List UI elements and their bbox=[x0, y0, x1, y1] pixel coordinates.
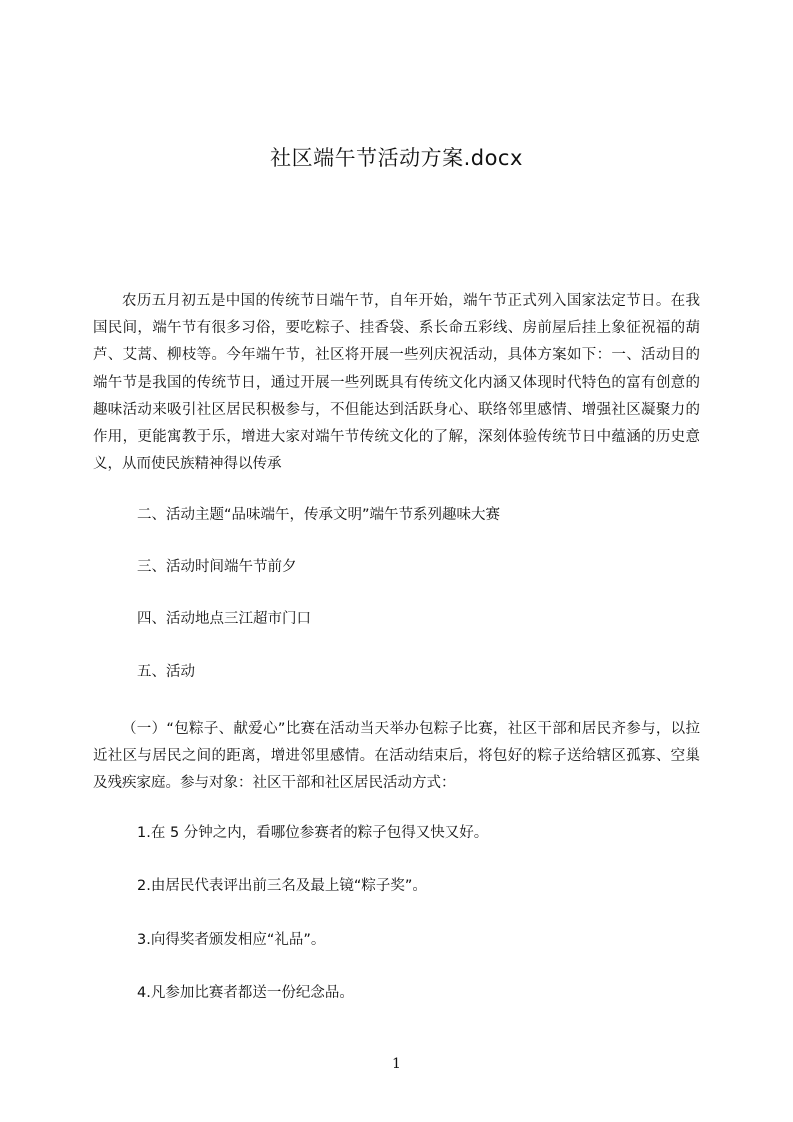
activity-heading: 五、活动 bbox=[137, 664, 195, 680]
rule-2-line: 2.由居民代表评出前三名及最上镜“粽子奖”。 bbox=[137, 878, 427, 894]
document-title: 社区端午节活动方案.docx bbox=[270, 146, 523, 170]
theme-line: 二、活动主题“品味端午，传承文明”端午节系列趣味大赛 bbox=[137, 507, 501, 523]
activity-one-paragraph: （一）“包粽子、献爱心”比赛在活动当天举办包粽子比赛，社区干部和居民齐参与，以拉近社区与居民之间的距离，增进邻里感情。在活动结束后，将包好的粽子送给辖区孤寡、空巢及残疾家庭。参与对象：社区干部和社区居民活动方式： bbox=[93, 721, 700, 792]
intro-paragraph: 农历五月初五是中国的传统节日端午节，自年开始，端午节正式列入国家法定节日。在我国民间，端午节有很多习俗，要吃粽子、挂香袋、系长命五彩线、房前屋后挂上象征祝福的葫芦、艾蒿、柳枝等。今年端午节，社区将开展一些列庆祝活动，具体方案如下：一、活动目的端午节是我国的传统节日，通过开展一些列既具有传统文化内涵又体现时代特色的富有创意的趣味活动来吸引社区居民积极参与，不但能达到活跃身心、联络邻里感情、增强社区凝聚力的作用，更能寓教于乐，增进大家对端午节传统文化的了解，深刻体验传统节日中蕴涵的历史意义，从而使民族精神得以传承 bbox=[93, 293, 700, 473]
place-line: 四、活动地点三江超市门口 bbox=[137, 611, 311, 627]
rule-1-line: 1.在 5 分钟之内，看哪位参赛者的粽子包得又快又好。 bbox=[137, 825, 489, 841]
page-number: 1 bbox=[392, 1056, 401, 1072]
rule-4-line: 4.凡参加比赛者都送一份纪念品。 bbox=[137, 985, 354, 1001]
rule-3-line: 3.向得奖者颁发相应“礼品”。 bbox=[137, 932, 326, 948]
time-line: 三、活动时间端午节前夕 bbox=[137, 559, 297, 575]
